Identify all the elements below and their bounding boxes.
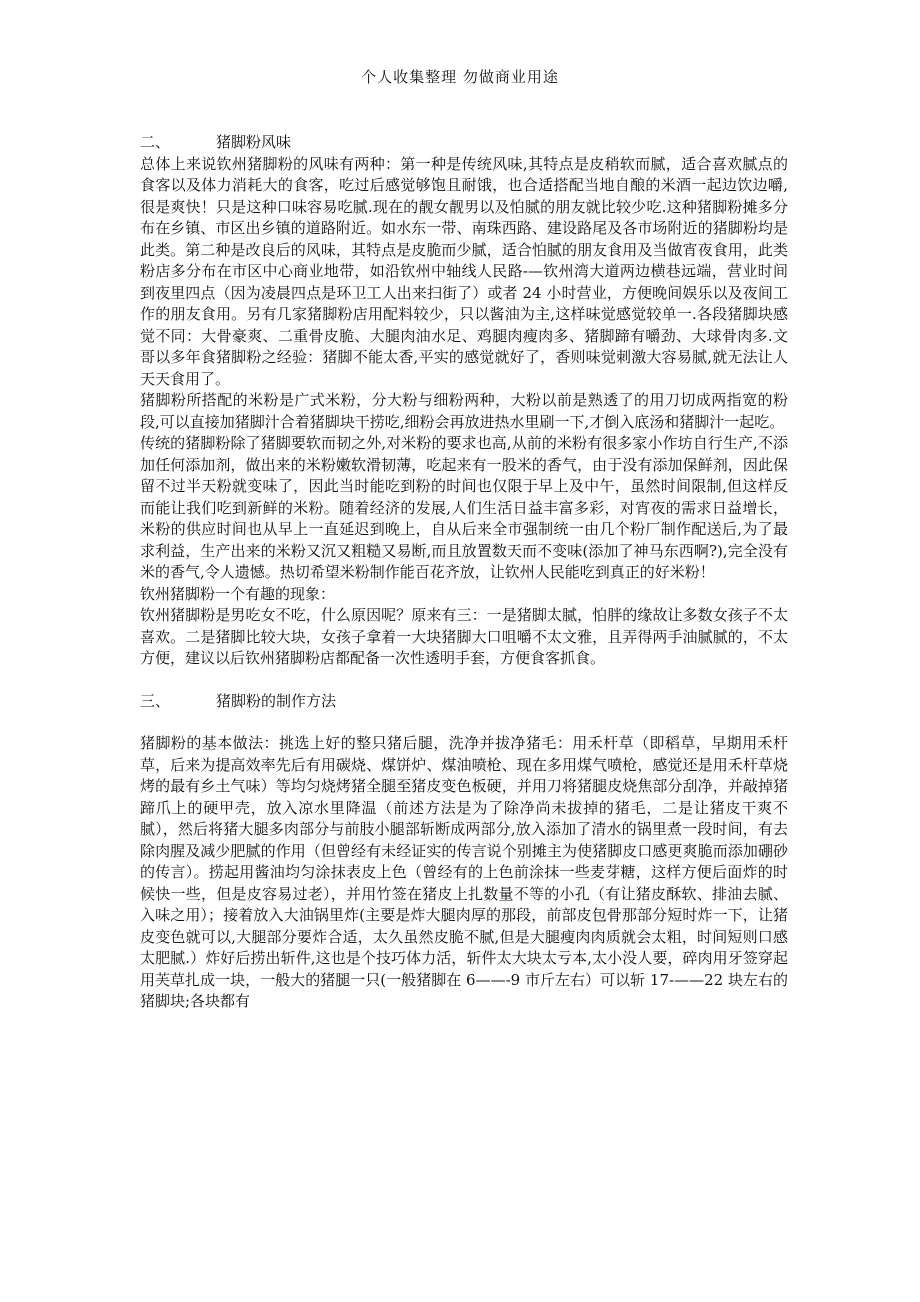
section-3-title: 猪脚粉的制作方法	[216, 691, 337, 710]
section-2-paragraph-2: 猪脚粉所搭配的米粉是广式米粉，分大粉与细粉两种，大粉以前是熟透了的用刀切成两指宽的粉段,可以直接加猪脚汁合着猪脚块干捞吃,细粉会再放进热水里刷一下,才倒入底汤和猪脚汁一起吃。	[140, 391, 788, 431]
section-2-paragraph-5: 钦州猪脚粉是男吃女不吃，什么原因呢？原来有三：一是猪脚太腻，怕胖的缘故让多数女孩子不太喜欢。二是猪脚比较大块，女孩子拿着一大块猪脚大口咀嚼不太文雅，且弄得两手油腻腻的，不太方便，建议以后钦州猪脚粉店都配备一次性透明手套，方便食客抓食。	[140, 606, 788, 667]
section-2-paragraph-3: 传统的猪脚粉除了猪脚要软而韧之外,对米粉的要求也高,从前的米粉有很多家小作坊自行生产,不添加任何添加剂，做出来的米粉嫩软滑韧薄，吃起来有一股米的香气，由于没有添加保鲜剂，因此保留不过半天粉就变味了，因此当时能吃到粉的时间也仅限于早上及中午，虽然时间限制,但这样反而能让我们吃到新鲜的米粉。随着经济的发展,人们生活日益丰富多彩，对宵夜的需求日益增长，米粉的供应时间也从早上一直延迟到晚上，自从后来全市强制统一由几个粉厂制作配送后,为了最求利益，生产出来的米粉又沉又粗糙又易断,而且放置数天而不变味(添加了神马东西啊?),完全没有米的香气,令人遗憾。热切希望米粉制作能百花齐放，让钦州人民能吃到真正的好米粉！	[140, 434, 788, 581]
section-3-heading	[140, 691, 788, 713]
document-body	[140, 132, 788, 1013]
section-2-paragraph-1: 总体上来说钦州猪脚粉的风味有两种：第一种是传统风味,其特点是皮稍软而腻，适合喜欢腻点的食客以及体力消耗大的食客，吃过后感觉够饱且耐饿，也合适搭配当地自酿的米酒一起边饮边嚼,很是爽快！只是这种口味容易吃腻.现在的靓女靓男以及怕腻的朋友就比较少吃.这种猪脚粉摊多分布在乡镇、市区出乡镇的道路附近。如水东一带、南珠西路、建设路尾及各市场附近的猪脚粉均是此类。第二种是改良后的风味，其特点是皮脆而少腻，适合怕腻的朋友食用及当做宵夜食用，此类粉店多分布在市区中心商业地带，如沿钦州中轴线人民路-—钦州湾大道两边横巷远端，营业时间到夜里四点（因为凌晨四点是环卫工人出来扫街了）或者 24 小时营业，方便晚间娱乐以及夜间工作的朋友食用。另有几家猪脚粉店用配料较少，只以酱油为主,这样味觉感觉较单一.各段猪脚块感觉不同：大骨豪爽、二重骨皮脆、大腿肉油水足、鸡腿肉瘦肉多、猪脚蹄有嚼劲、大球骨肉多.文哥以多年食猪脚粉之经验：猪脚不能太香,平实的感觉就好了，香则味觉刺激大容易腻,就无法让人天天食用了。	[140, 154, 788, 388]
section-2-paragraph-4: 钦州猪脚粉一个有趣的现象：	[140, 584, 336, 603]
section-3-paragraph-1: 猪脚粉的基本做法：挑选上好的整只猪后腿，洗净并拔净猪毛：用禾杆草（即稻草，早期用禾杆草，后来为提高效率先后有用碳烧、煤饼炉、煤油喷枪、现在多用煤气喷枪，感觉还是用禾杆草烧烤的最有乡土气味）等均匀烧烤猪全腿至猪皮变色板硬，并用刀将猪腿皮烧焦部分刮净，并敲掉猪蹄爪上的硬甲壳，放入凉水里降温（前述方法是为了除净尚未拔掉的猪毛，二是让猪皮干爽不腻），然后将猪大腿多肉部分与前肢小腿部斩断成两部分,放入添加了清水的锅里煮一段时间，有去除肉腥及减少肥腻的作用（但曾经有未经证实的传言说个别摊主为使猪脚皮口感更爽脆而添加硼砂的传言）。捞起用酱油均匀涂抹表皮上色（曾经有的上色前涂抹一些麦芽糖，这样方便后面炸的时候快一些，但是皮容易过老），并用竹签在猪皮上扎数量不等的小孔（有让猪皮酥软、排油去腻、入味之用）；接着放入大油锅里炸(主要是炸大腿肉厚的那段，前部皮包骨那部分短时炸一下，让猪皮变色就可以,大腿部分要炸合适，太久虽然皮脆不腻,但是大腿瘦肉肉质就会太粗，时间短则口感太肥腻.）炸好后捞出斩件,这也是个技巧体力活，斩件太大块太亏本,太小没人要，碎肉用牙签穿起用芙草扎成一块，一般大的猪腿一只(一般猪脚在 6——-9 市斤左右）可以斩 17-——22 块左右的猪脚块;各块都有	[140, 734, 788, 1010]
section-2-title: 猪脚粉风味	[216, 133, 292, 151]
section-3-number: 三、	[140, 691, 171, 710]
section-2-heading	[140, 132, 788, 154]
page-header: 个人收集整理 勿做商业用途	[361, 68, 559, 86]
section-2-number: 二、	[140, 133, 171, 151]
